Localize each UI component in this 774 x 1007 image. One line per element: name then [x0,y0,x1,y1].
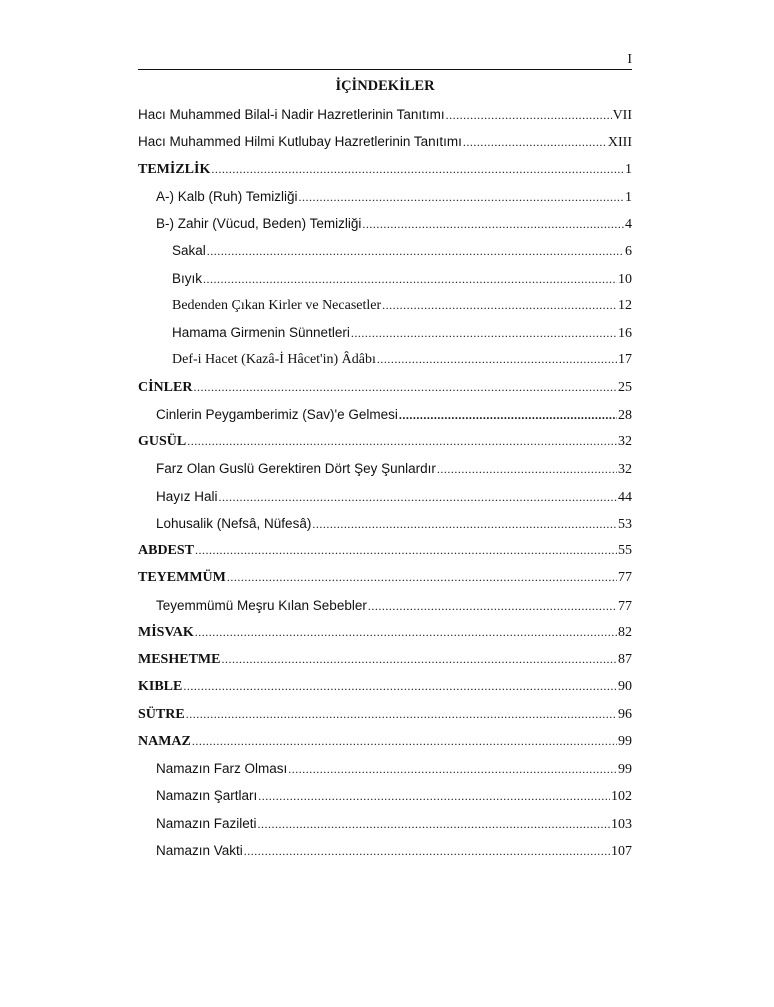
table-of-contents [138,101,632,864]
toc-entry-page: 53 [618,516,632,532]
toc-entry[interactable] [138,837,632,864]
toc-entry-label: Hayız Hali [156,488,218,504]
toc-entry-page: 32 [618,462,632,478]
toc-entry-page: VII [612,108,632,123]
toc-section-label: TEYEMMÜM [138,570,226,586]
toc-section[interactable] [138,619,632,646]
toc-entry-label: B-) Zahir (Vücud, Beden) Temizliği [156,216,362,231]
toc-entry-page: 96 [618,706,632,722]
dot-leader [221,646,617,673]
dot-leader [446,102,612,129]
header-rule [138,69,632,70]
toc-entry[interactable] [138,810,632,837]
dot-leader [195,619,617,646]
toc-entry-page: 87 [618,652,632,667]
toc-entry-label: Namazın Farz Olması [156,761,288,776]
dot-leader [463,129,607,156]
dot-leader [312,511,617,538]
dot-leader [399,402,617,429]
dot-leader [227,564,617,591]
toc-entry-label: Namazın Vakti [156,842,243,858]
toc-section-label: MİSVAK [138,624,194,640]
toc-entry-page: 55 [618,543,632,558]
toc-section[interactable] [138,701,632,728]
toc-entry-page: 4 [625,217,632,232]
toc-entry-label: Farz Olan Guslü Gerektiren Dört Şey Şunlardır [156,461,436,477]
toc-entry[interactable] [138,292,632,319]
toc-entry-page: 1 [625,189,632,205]
dot-leader [211,156,624,183]
toc-entry-label: Namazın Şartları [156,788,258,804]
toc-entry[interactable] [138,237,632,264]
toc-entry-page: 77 [618,598,632,614]
dot-leader [299,184,624,211]
toc-entry[interactable] [138,319,632,346]
toc-entry-page: 17 [618,352,632,368]
toc-entry-label: Def-i Hacet (Kazâ-İ Hâcet'in) Âdâbı [172,352,376,368]
toc-section[interactable] [138,428,632,455]
page-number: I [627,52,632,67]
toc-entry-label: Namazın Fazileti [156,815,257,831]
toc-entry-page: 6 [625,244,632,260]
toc-section[interactable] [138,156,632,183]
dot-leader [183,673,617,700]
dot-leader [207,238,624,265]
toc-section-label: MESHETME [138,652,221,667]
toc-entry[interactable] [138,183,632,210]
toc-entry[interactable] [138,128,632,155]
toc-entry-label: Hacı Muhammed Bilal-i Nadir Hazretlerinin Tanıtımı [138,107,445,122]
toc-section-label: GUSÜL [138,434,187,449]
toc-entry-page: 99 [618,762,632,777]
toc-section-label: CİNLER [138,379,193,395]
toc-entry[interactable] [138,755,632,782]
dot-leader [377,346,617,373]
toc-entry-page: 1 [625,161,632,177]
toc-entry-page: 32 [618,434,632,449]
toc-entry-label: Sakal [172,243,206,259]
toc-entry-page: 90 [618,679,632,695]
toc-entry-page: 103 [611,816,632,832]
toc-section[interactable] [138,564,632,591]
dot-leader [192,728,617,755]
toc-entry-label: Lohusalik (Nefsâ, Nüfesâ) [156,515,312,531]
toc-entry-page: 102 [611,789,632,805]
toc-entry-page: 82 [618,624,632,640]
dot-leader [203,266,617,293]
dot-leader [351,320,617,347]
toc-entry[interactable] [138,346,632,373]
toc-section[interactable] [138,646,632,673]
toc-entry[interactable] [138,510,632,537]
toc-section-label: ABDEST [138,543,195,558]
toc-entry-page: XIII [607,135,632,151]
toc-entry-label: Hamama Girmenin Sünnetleri [172,325,350,340]
toc-entry[interactable] [138,782,632,809]
toc-entry-page: 77 [618,570,632,586]
dot-leader [368,593,617,620]
toc-entry-page: 44 [618,489,632,505]
toc-entry[interactable] [138,210,632,237]
toc-entry[interactable] [138,401,632,428]
toc-section-label: TEMİZLİK [138,161,211,177]
toc-entry[interactable] [138,483,632,510]
toc-section[interactable] [138,728,632,755]
toc-entry-label: Bıyık [172,270,203,286]
dot-leader [187,428,617,455]
toc-entry-page: 99 [618,733,632,749]
toc-entry-label: Bedenden Çıkan Kirler ve Necasetler [172,297,382,313]
toc-entry[interactable] [138,592,632,619]
dot-leader [382,292,617,319]
toc-entry[interactable] [138,265,632,292]
dot-leader [258,783,610,810]
toc-entry-page: 16 [618,326,632,341]
dot-leader [258,811,610,838]
toc-entry-label: Teyemmümü Meşru Kılan Sebebler [156,597,367,613]
dot-leader [186,701,617,728]
toc-entry-label: A-) Kalb (Ruh) Temizliği [156,188,298,204]
toc-entry-page: 12 [618,297,632,313]
toc-section-label: NAMAZ [138,733,191,749]
toc-section[interactable] [138,673,632,700]
toc-title: İÇİNDEKİLER [335,78,435,94]
dot-leader [219,484,617,511]
toc-section[interactable] [138,537,632,564]
dot-leader [362,211,624,238]
toc-entry[interactable] [138,455,632,482]
toc-entry-page: 25 [618,379,632,395]
dot-leader [193,374,617,401]
toc-section-label: SÜTRE [138,706,185,722]
toc-entry-label: Hacı Muhammed Hilmi Kutlubay Hazretlerinin Tanıtımı [138,134,462,150]
toc-entry-label: Cinlerin Peygamberimiz (Sav)'e Gelmesi [156,406,398,422]
toc-entry-page: 28 [618,407,632,423]
toc-entry-page: 10 [618,271,632,287]
toc-entry[interactable] [138,101,632,128]
dot-leader [244,838,610,865]
toc-section-label: KIBLE [138,679,183,695]
toc-entry-page: 107 [611,843,632,859]
dot-leader [288,756,617,783]
dot-leader [437,456,617,483]
dot-leader [195,537,617,564]
toc-section[interactable] [138,374,632,401]
